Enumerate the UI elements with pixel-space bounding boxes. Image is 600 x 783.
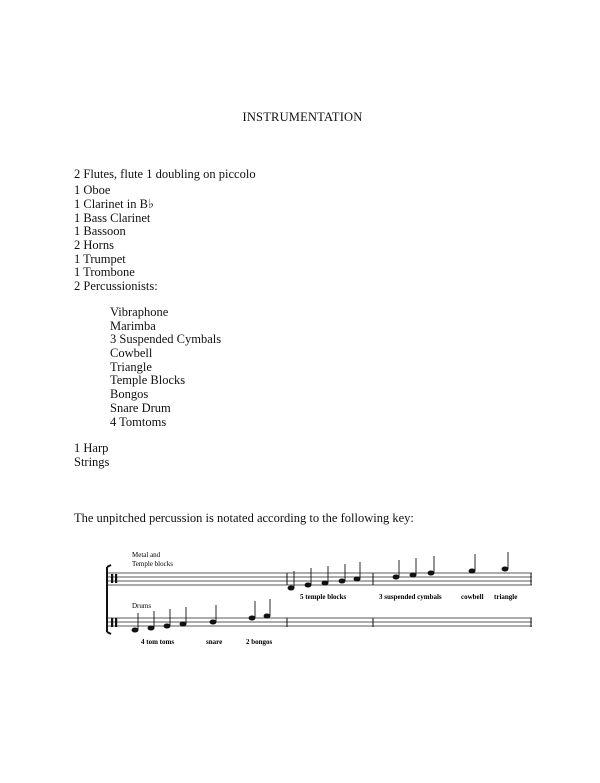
cowbell-label: cowbell: [461, 593, 484, 601]
percussion-list: [110, 306, 221, 429]
instrument-item: 1 Bass Clarinet: [74, 210, 151, 225]
percussion-item: 3 Suspended Cymbals: [110, 332, 222, 347]
other-instrument-list: [74, 442, 109, 469]
instrument-item: 2 Flutes, flute 1 doubling on piccolo: [74, 167, 256, 181]
percussion-key-intro: The unpitched percussion is notated according to the following key:: [74, 511, 414, 525]
percussion-item: Temple Blocks: [110, 373, 186, 388]
instrument-item: 2 Percussionists:: [74, 279, 158, 294]
percussion-notation-key: [0, 540, 600, 660]
triangle-note: [502, 552, 508, 571]
temple-blocks-label: 5 temple blocks: [300, 593, 347, 601]
percussion-item: Bongos: [110, 387, 149, 402]
tom-tom-notes: [132, 607, 186, 632]
bongo-notes: [249, 599, 270, 620]
percussion-item: Snare Drum: [110, 400, 171, 415]
instrument-item: 2 Horns: [74, 238, 114, 253]
instrument-list: [74, 166, 256, 294]
system-bracket: [107, 565, 111, 634]
instrument-item: 1 Harp: [74, 441, 109, 455]
snare-note: [210, 605, 216, 624]
instrument-item: 1 Clarinet in B♭: [74, 197, 154, 211]
upper-percussion-clef: [111, 574, 117, 583]
snare-label: snare: [206, 638, 223, 646]
cymbal-notes: [393, 556, 434, 579]
bongos-label: 2 bongos: [246, 638, 273, 646]
page-title: INSTRUMENTATION: [242, 110, 363, 124]
upper-staff-label: Metal and: [132, 551, 161, 559]
tom-toms-label: 4 tom toms: [141, 638, 175, 646]
percussion-item: Vibraphone: [110, 305, 169, 319]
instrument-item: 1 Trombone: [74, 265, 135, 280]
percussion-item: 4 Tomtoms: [110, 414, 167, 429]
instrument-item: Strings: [74, 454, 110, 469]
percussion-item: Cowbell: [110, 346, 153, 361]
lower-staff-label: Drums: [132, 602, 152, 610]
percussion-item: Marimba: [110, 318, 156, 333]
temple-block-notes: [288, 562, 360, 590]
instrument-item: 1 Bassoon: [74, 224, 126, 239]
cymbals-label: 3 suspended cymbals: [379, 593, 442, 601]
instrument-item: 1 Oboe: [74, 183, 111, 197]
upper-staff-label: Temple blocks: [132, 560, 173, 568]
instrument-item: 1 Trumpet: [74, 251, 126, 266]
cowbell-note: [469, 554, 475, 573]
percussion-item: Triangle: [110, 359, 152, 374]
triangle-label: triangle: [494, 593, 518, 601]
